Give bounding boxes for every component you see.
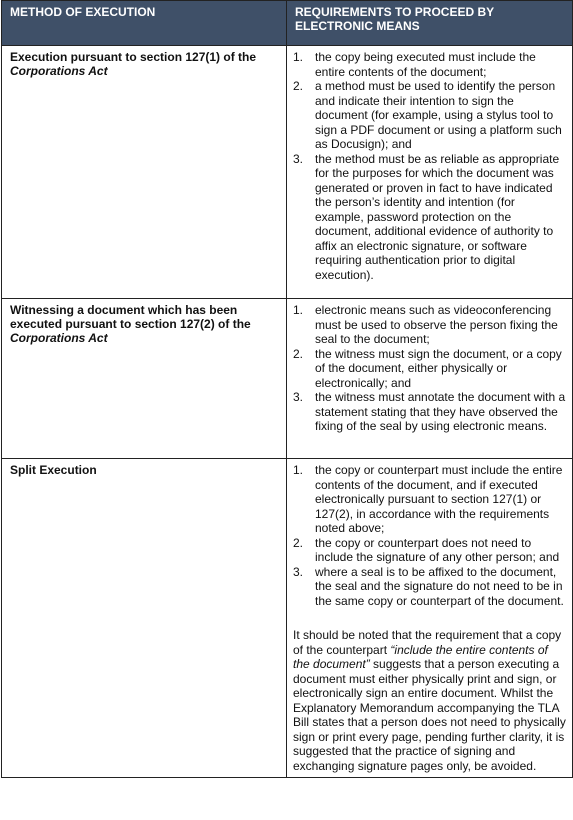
requirements-cell [287, 299, 573, 459]
table-row [2, 46, 573, 299]
item-number: 1. [293, 303, 304, 317]
list-item [293, 347, 566, 391]
item-text: the witness must annotate the document with a statement stating that they have observed the fixing of the seal by using electronic means. [315, 390, 566, 433]
header-requirements: REQUIREMENTS TO PROCEED BY ELECTRONIC MEANS [287, 1, 573, 46]
table-row [2, 299, 573, 459]
item-number: 2. [293, 79, 304, 93]
item-text: electronic means such as videoconferencing must be used to observe the person fixing the seal to the document; [315, 303, 558, 346]
method-text: Witnessing a document which has been executed pursuant to section 127(2) of the [10, 303, 251, 331]
item-text: the method must be as reliable as appropriate for the purposes for which the document was generated or proven in fact to have indicated the person’s identity and intention (for example, password protection on the document, additional evidence of authority to affix an electronic signature, or software requiring authentication prior to digital execution). [315, 151, 560, 282]
item-number: 2. [293, 346, 304, 361]
note-quote: “include the entire contents of the document” [293, 642, 548, 671]
item-text: the witness must sign the document, or a copy of the document, either physically or electronically; and [315, 346, 562, 390]
requirements-cell [287, 459, 573, 778]
execution-requirements-table [1, 0, 573, 778]
method-text: Execution pursuant to section 127(1) of the [10, 50, 257, 64]
note-text-start: It should be noted that the requirement that a copy of the counterpart [293, 628, 562, 657]
item-number: 3. [293, 564, 304, 579]
method-act-name: Corporations Act [10, 64, 108, 78]
split-execution-note [293, 628, 566, 773]
list-item [293, 390, 566, 434]
item-number: 3. [293, 390, 304, 404]
item-number: 2. [293, 535, 304, 550]
item-text: a method must be used to identify the person and indicate their intention to sign the document (for example, using a stylus tool to sign a PDF document or using a platform such as Docusign); and [315, 79, 562, 151]
list-item [293, 463, 566, 536]
requirements-list [293, 303, 566, 434]
method-cell [2, 299, 287, 459]
list-item [293, 303, 566, 347]
item-text: the copy or counterpart does not need to include the signature of any other person; and [315, 535, 560, 564]
method-act-name: Corporations Act [10, 331, 108, 345]
header-method: METHOD OF EXECUTION [2, 1, 287, 46]
note-text-end: suggests that a person executing a document must either physically print and sign, or electronically sign an entire document. Whilst the Explanatory Memorandum accompanying the TLA Bill states that a person does not need to physically sign or print every page, pending further clarity, it is suggested that the practice of signing and exchanging signature pages only, be avoided. [293, 657, 566, 773]
item-number: 1. [293, 463, 304, 477]
requirements-list [293, 463, 566, 608]
item-number: 1. [293, 50, 304, 64]
list-item [293, 565, 566, 609]
requirements-cell [287, 46, 573, 299]
item-text: the copy being executed must include the entire contents of the document; [315, 50, 536, 79]
list-item [293, 152, 566, 283]
method-text: Split Execution [10, 463, 97, 477]
item-text: the copy or counterpart must include the entire contents of the document, and if executed electronically pursuant to section 127(1) or 127(2), in accordance with the requirements noted above; [315, 463, 563, 535]
requirements-list [293, 50, 566, 282]
item-text: where a seal is to be affixed to the document, the seal and the signature do not need to be in the same copy or counterpart of the document. [315, 564, 564, 608]
method-cell [2, 46, 287, 299]
list-item [293, 50, 566, 79]
table-header-row [2, 1, 573, 46]
method-cell [2, 459, 287, 778]
list-item [293, 79, 566, 152]
table-row [2, 459, 573, 778]
list-item [293, 536, 566, 565]
item-number: 3. [293, 151, 304, 166]
